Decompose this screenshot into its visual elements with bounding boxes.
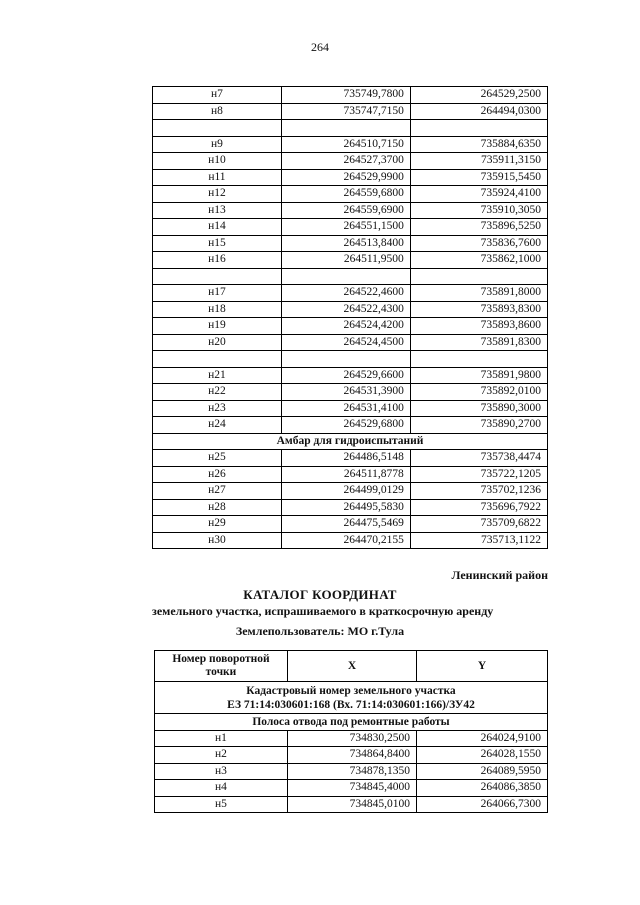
table-row <box>153 103 548 120</box>
cadastral-cell <box>155 682 548 714</box>
point-number-cell: н5 <box>155 796 288 813</box>
y-cell: 735890,3000 <box>410 400 547 417</box>
land-user: Землепользователь: МО г.Тула <box>235 624 405 638</box>
catalog-subtitle: земельного участка, испрашиваемого в краткосрочную аренду <box>152 604 494 618</box>
empty-cell <box>281 351 410 368</box>
y-cell: 735893,8600 <box>410 318 547 335</box>
y-cell: 264028,1550 <box>417 747 548 764</box>
x-cell: 264511,8778 <box>281 466 410 483</box>
point-number-cell: н20 <box>153 334 282 351</box>
y-cell: 735892,0100 <box>410 384 547 401</box>
table-row <box>153 483 548 500</box>
x-cell: 264486,5148 <box>281 450 410 467</box>
table-row <box>153 169 548 186</box>
table-row <box>153 301 548 318</box>
point-number-cell: н8 <box>153 103 282 120</box>
table-row <box>153 334 548 351</box>
cadastral-row <box>155 682 548 714</box>
point-number-cell: н2 <box>155 747 288 764</box>
x-cell: 264559,6900 <box>281 202 410 219</box>
point-number-cell: н17 <box>153 285 282 302</box>
x-cell: 264529,9900 <box>281 169 410 186</box>
table-row <box>153 466 548 483</box>
empty-cell <box>153 120 282 137</box>
empty-row <box>153 268 548 285</box>
point-number-cell: н29 <box>153 516 282 533</box>
x-cell: 264499,0129 <box>281 483 410 500</box>
table-row <box>153 235 548 252</box>
table-row <box>153 417 548 434</box>
point-number-cell: н23 <box>153 400 282 417</box>
point-number-cell: н12 <box>153 186 282 203</box>
x-cell: 734830,2500 <box>287 730 416 747</box>
coordinates-table-continued <box>152 86 548 549</box>
table-row <box>153 202 548 219</box>
table-row <box>153 252 548 269</box>
x-cell: 264475,5469 <box>281 516 410 533</box>
point-number-cell: н4 <box>155 780 288 797</box>
empty-cell <box>281 268 410 285</box>
y-cell: 735915,5450 <box>410 169 547 186</box>
table-row <box>153 186 548 203</box>
y-cell: 735862,1000 <box>410 252 547 269</box>
x-cell: 264531,4100 <box>281 400 410 417</box>
catalog-title: КАТАЛОГ КООРДИНАТ <box>243 587 397 602</box>
x-cell: 264524,4200 <box>281 318 410 335</box>
y-cell: 735891,9800 <box>410 367 547 384</box>
y-cell: 735893,8300 <box>410 301 547 318</box>
y-cell: 735891,8000 <box>410 285 547 302</box>
header-y: Y <box>417 651 548 682</box>
table-row <box>153 499 548 516</box>
empty-cell <box>281 120 410 137</box>
point-number-cell: н11 <box>153 169 282 186</box>
header-point-number: Номер поворотной точки <box>155 651 288 682</box>
x-cell: 735749,7800 <box>281 87 410 104</box>
point-number-cell: н3 <box>155 763 288 780</box>
x-cell: 264551,1500 <box>281 219 410 236</box>
point-number-cell: н19 <box>153 318 282 335</box>
empty-cell <box>410 120 547 137</box>
table-row <box>153 532 548 549</box>
table-row <box>153 87 548 104</box>
y-cell: 735709,6822 <box>410 516 547 533</box>
table-row <box>153 384 548 401</box>
catalog-table-header <box>155 651 548 682</box>
y-cell: 264494,0300 <box>410 103 547 120</box>
table-row <box>153 367 548 384</box>
y-cell: 264529,2500 <box>410 87 547 104</box>
x-cell: 264513,8400 <box>281 235 410 252</box>
table-row <box>153 136 548 153</box>
y-cell: 735910,3050 <box>410 202 547 219</box>
x-cell: 264511,9500 <box>281 252 410 269</box>
catalog-table-body <box>155 682 548 813</box>
point-number-cell: н30 <box>153 532 282 549</box>
x-cell: 734845,0100 <box>287 796 416 813</box>
section-cell: Амбар для гидроиспытаний <box>153 433 548 450</box>
header-x: X <box>287 651 416 682</box>
point-number-cell: н21 <box>153 367 282 384</box>
table-row <box>153 285 548 302</box>
y-cell: 735738,4474 <box>410 450 547 467</box>
point-number-cell: н7 <box>153 87 282 104</box>
y-cell: 264086,3850 <box>417 780 548 797</box>
y-cell: 735911,3150 <box>410 153 547 170</box>
x-cell: 264470,2155 <box>281 532 410 549</box>
table-row <box>153 400 548 417</box>
point-number-cell: н28 <box>153 499 282 516</box>
y-cell: 735924,4100 <box>410 186 547 203</box>
empty-cell <box>153 351 282 368</box>
point-number-cell: н24 <box>153 417 282 434</box>
table-row <box>155 780 548 797</box>
empty-cell <box>153 268 282 285</box>
point-number-cell: н25 <box>153 450 282 467</box>
point-number-cell: н10 <box>153 153 282 170</box>
point-number-cell: н26 <box>153 466 282 483</box>
x-cell: 735747,7150 <box>281 103 410 120</box>
table-row <box>153 219 548 236</box>
y-cell: 735702,1236 <box>410 483 547 500</box>
y-cell: 735884,6350 <box>410 136 547 153</box>
x-cell: 264495,5830 <box>281 499 410 516</box>
x-cell: 264529,6600 <box>281 367 410 384</box>
x-cell: 264510,7150 <box>281 136 410 153</box>
table-row <box>153 153 548 170</box>
table-row <box>155 796 548 813</box>
point-number-cell: н1 <box>155 730 288 747</box>
table-row <box>153 516 548 533</box>
point-number-cell: н16 <box>153 252 282 269</box>
point-number-cell: н9 <box>153 136 282 153</box>
y-cell: 264089,5950 <box>417 763 548 780</box>
cadastral-line-2: ЕЗ 71:14:030601:168 (Вх. 71:14:030601:166)/ЗУ42 <box>227 698 475 711</box>
table-row <box>153 450 548 467</box>
x-cell: 264529,6800 <box>281 417 410 434</box>
y-cell: 735722,1205 <box>410 466 547 483</box>
point-number-cell: н15 <box>153 235 282 252</box>
empty-cell <box>410 268 547 285</box>
empty-row <box>153 120 548 137</box>
x-cell: 264527,3700 <box>281 153 410 170</box>
y-cell: 735891,8300 <box>410 334 547 351</box>
point-number-cell: н14 <box>153 219 282 236</box>
y-cell: 264024,9100 <box>417 730 548 747</box>
point-number-cell: н13 <box>153 202 282 219</box>
table-row <box>155 763 548 780</box>
y-cell: 735696,7922 <box>410 499 547 516</box>
section-row <box>153 433 548 450</box>
x-cell: 264522,4300 <box>281 301 410 318</box>
x-cell: 734845,4000 <box>287 780 416 797</box>
y-cell: 735713,1122 <box>410 532 547 549</box>
empty-cell <box>410 351 547 368</box>
table-row <box>155 730 548 747</box>
y-cell: 735890,2700 <box>410 417 547 434</box>
point-number-cell: н18 <box>153 301 282 318</box>
district-label: Ленинский район <box>451 568 548 582</box>
table-row <box>153 318 548 335</box>
section-cell: Полоса отвода под ремонтные работы <box>155 714 548 731</box>
cadastral-line-1: Кадастровый номер земельного участка <box>246 684 456 697</box>
point-number-cell: н27 <box>153 483 282 500</box>
point-number-cell: н22 <box>153 384 282 401</box>
x-cell: 734864,8400 <box>287 747 416 764</box>
y-cell: 264066,7300 <box>417 796 548 813</box>
x-cell: 264559,6800 <box>281 186 410 203</box>
table-row <box>155 747 548 764</box>
y-cell: 735896,5250 <box>410 219 547 236</box>
section-row <box>155 714 548 731</box>
coordinates-table-body <box>153 87 548 549</box>
x-cell: 264522,4600 <box>281 285 410 302</box>
x-cell: 264524,4500 <box>281 334 410 351</box>
y-cell: 735836,7600 <box>410 235 547 252</box>
x-cell: 734878,1350 <box>287 763 416 780</box>
page-number: 264 <box>311 40 329 54</box>
x-cell: 264531,3900 <box>281 384 410 401</box>
empty-row <box>153 351 548 368</box>
catalog-table <box>154 650 548 813</box>
